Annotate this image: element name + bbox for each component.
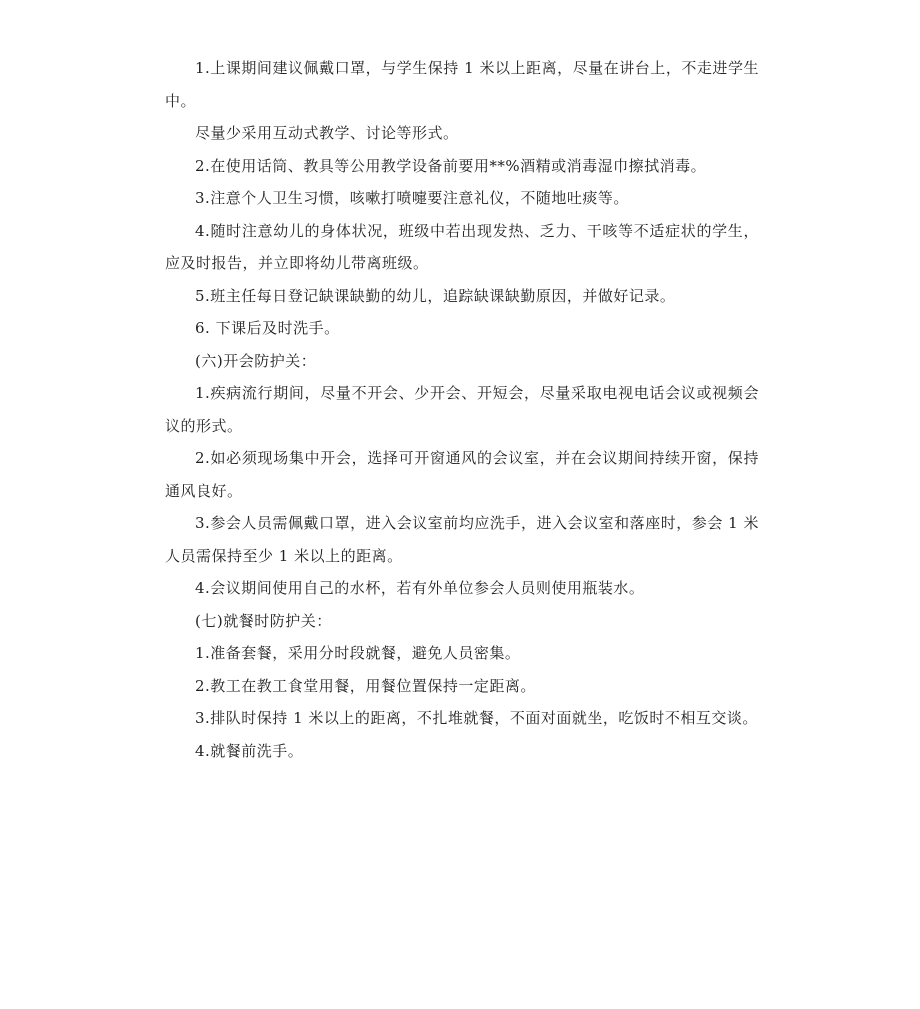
paragraph-set-meals: 1.准备套餐，采用分时段就餐，避免人员密集。 bbox=[195, 644, 521, 662]
paragraph-own-cups: 4.会议期间使用自己的水杯，若有外单位参会人员则使用瓶装水。 bbox=[195, 579, 645, 597]
paragraph-class-masks: 1.上课期间建议佩戴口罩，与学生保持 1 米以上距离，尽量在讲台上，不走进学生中。 bbox=[165, 59, 759, 110]
paragraph-absence-record: 5.班主任每日登记缺课缺勤的幼儿，追踪缺课缺勤原因，并做好记录。 bbox=[195, 286, 676, 305]
paragraph-disinfect-equipment: 2.在使用话筒、教具等公用教学设备前要用**%酒精或消毒湿巾擦拭消毒。 bbox=[195, 156, 707, 175]
paragraph-monitor-health: 4.随时注意幼儿的身体状况，班级中若出现发热、乏力、干咳等不适症状的学生，应及时报告，并立即将幼儿带离班级。 bbox=[165, 221, 759, 272]
paragraph-queue-distance: 3.排队时保持 1 米以上的距离，不扎堆就餐，不面对面就坐，吃饭时不相互交谈。 bbox=[195, 709, 758, 727]
paragraph-staff-canteen: 2.教工在教工食堂用餐，用餐位置保持一定距离。 bbox=[195, 676, 536, 695]
paragraph-attendee-masks: 3.参会人员需佩戴口罩，进入会议室前均应洗手，进入会议室和落座时，参会 1 米人员需保持至少 1 米以上的距离。 bbox=[165, 514, 759, 565]
paragraph-hygiene-habits: 3.注意个人卫生习惯，咳嗽打喷嚏要注意礼仪，不随地吐痰等。 bbox=[195, 189, 629, 207]
document-page bbox=[165, 52, 759, 767]
paragraph-ventilated-room: 2.如必须现场集中开会，选择可开窗通风的会议室，并在会议期间持续开窗，保持通风良好。 bbox=[165, 449, 759, 500]
section-heading-meetings: (六)开会防护关： bbox=[195, 351, 317, 370]
section-heading-dining: (七)就餐时防护关： bbox=[195, 611, 332, 630]
paragraph-less-interaction: 尽量少采用互动式教学、讨论等形式。 bbox=[195, 124, 459, 142]
paragraph-wash-before-meals: 4.就餐前洗手。 bbox=[195, 741, 304, 760]
paragraph-fewer-meetings: 1.疾病流行期间，尽量不开会、少开会、开短会，尽量采取电视电话会议或视频会议的形式。 bbox=[165, 384, 759, 435]
paragraph-wash-hands-after-class: 6. 下课后及时洗手。 bbox=[195, 319, 340, 337]
